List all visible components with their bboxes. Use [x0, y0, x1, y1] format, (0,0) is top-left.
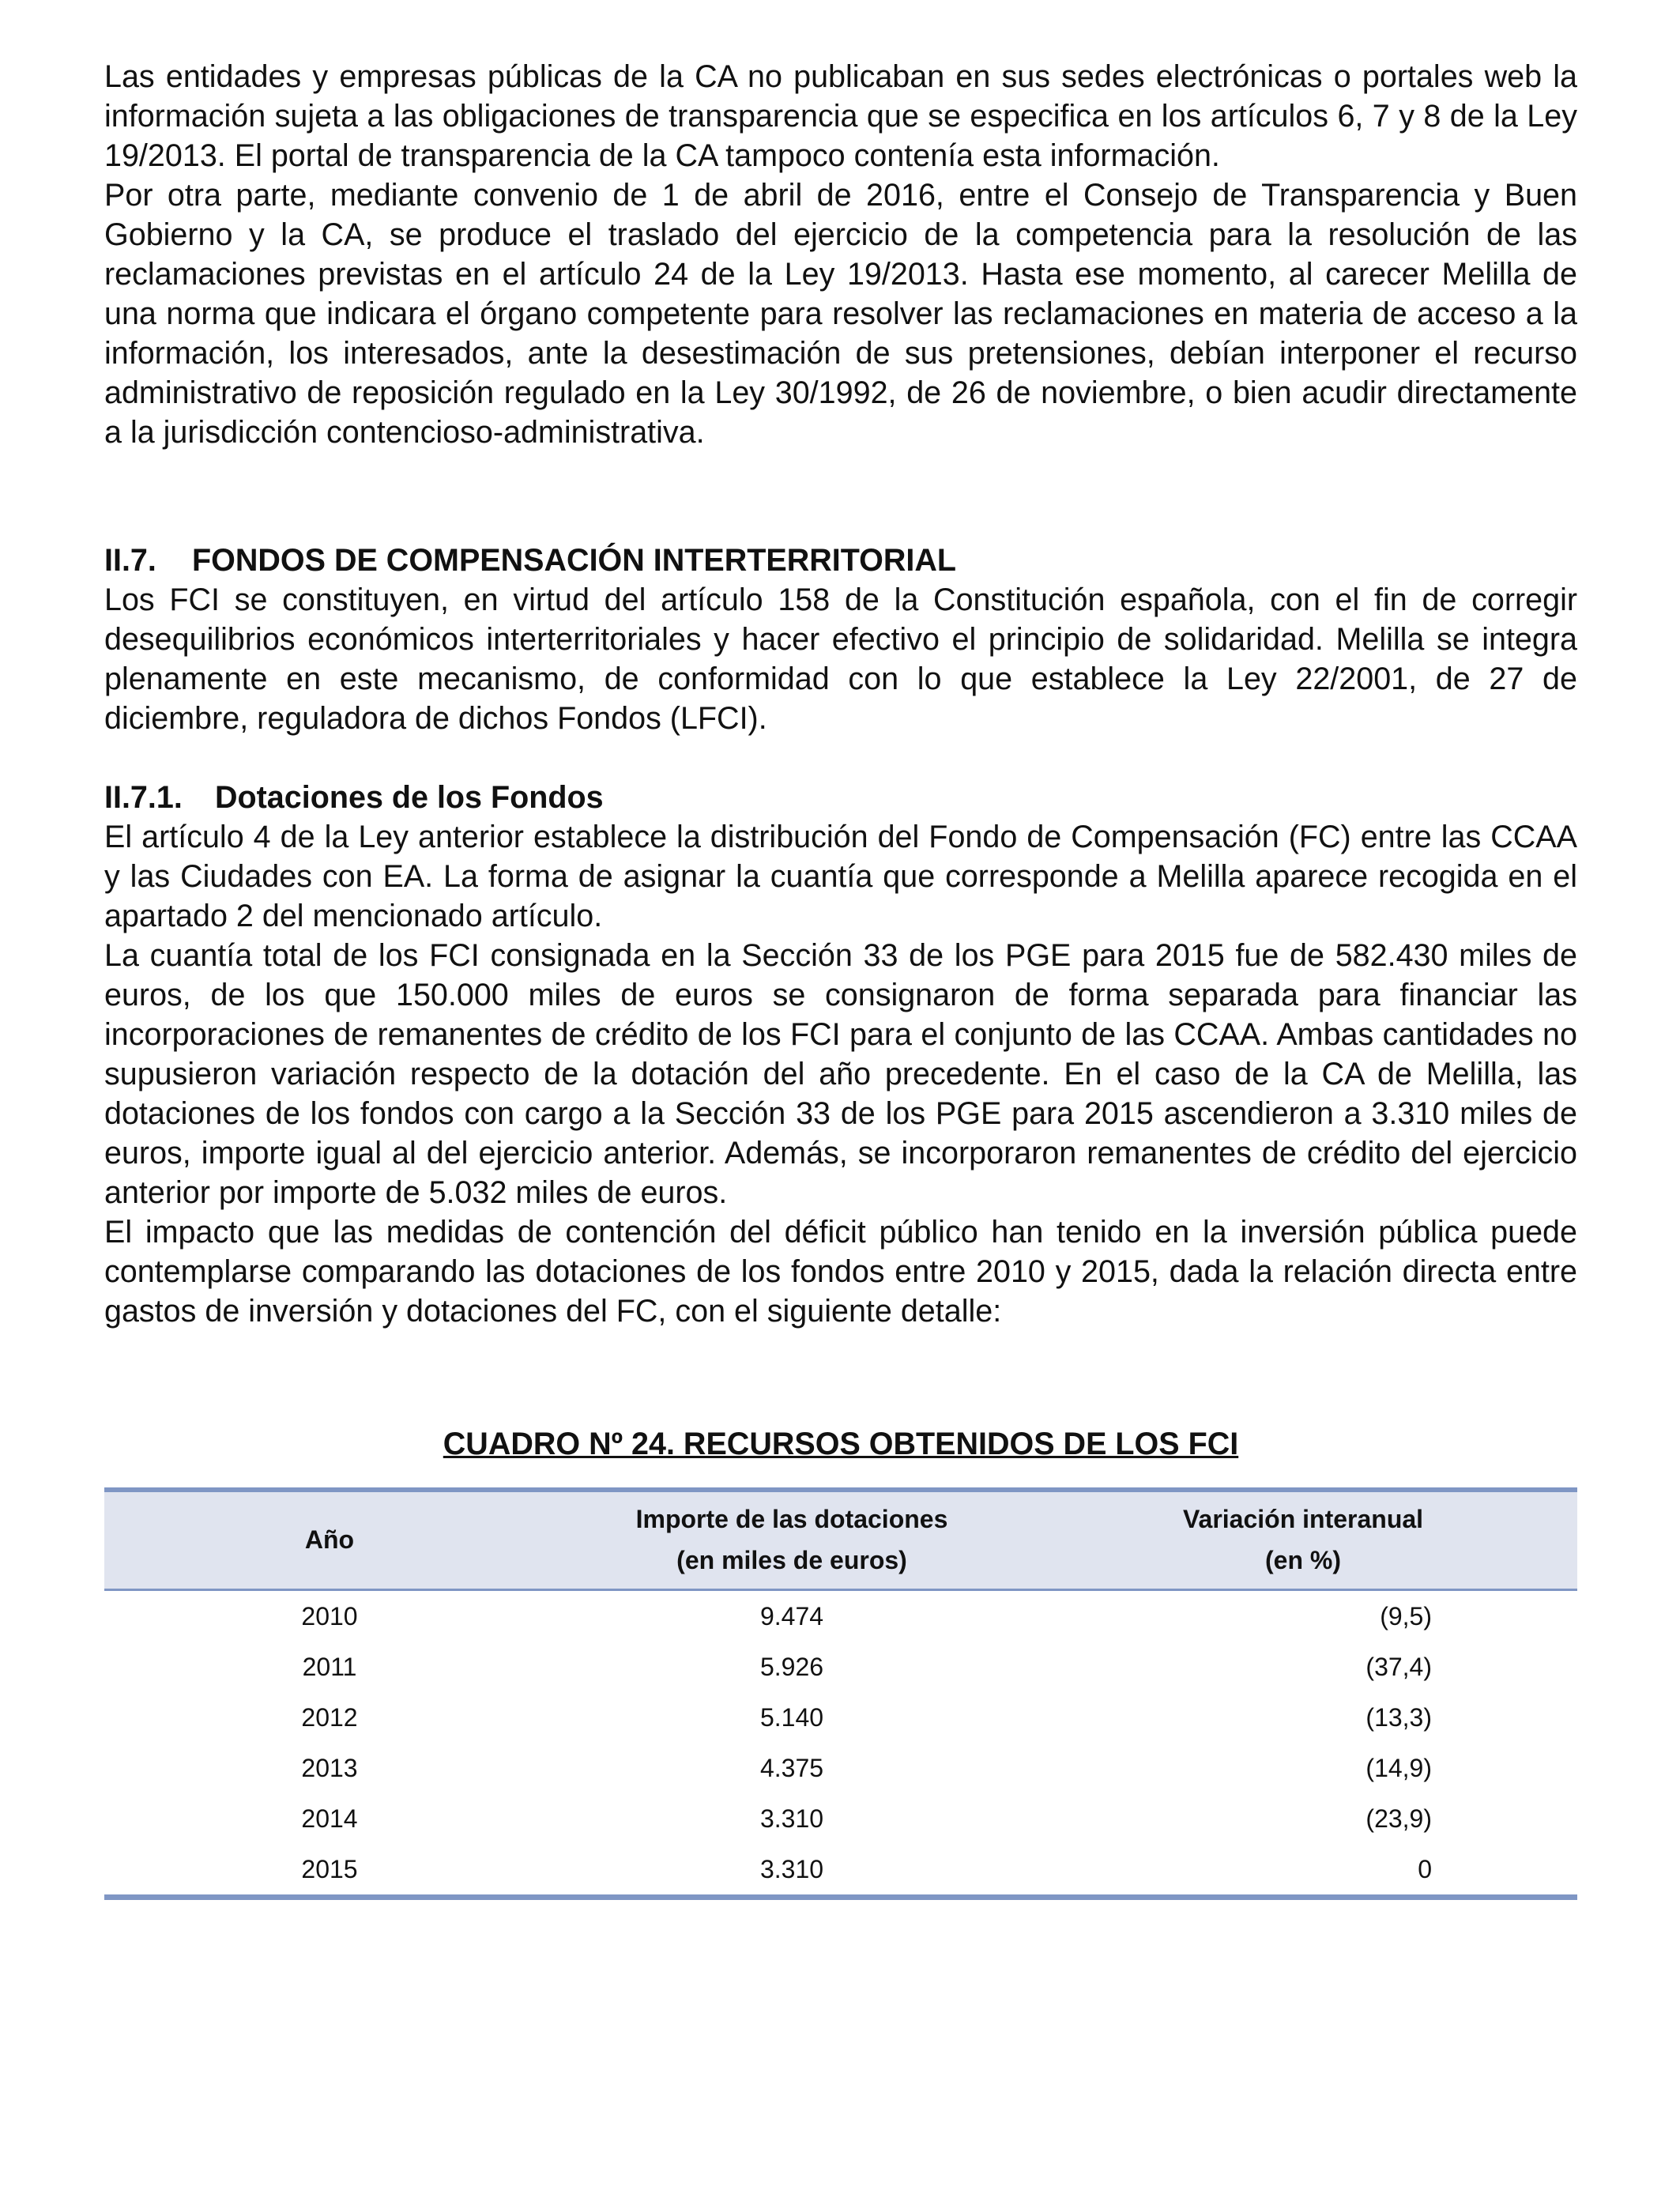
table-row [104, 1844, 1577, 1898]
cell-amount: 5.926 [759, 1653, 824, 1681]
section-title: FONDOS DE COMPENSACIÓN INTERTERRITORIAL [192, 543, 957, 578]
paragraph-fci-amounts: La cuantía total de los FCI consignada en la Sección 33 de los PGE para 2015 fue de 582.430 miles de euros, de los que 150.000 miles de euros se consignaron de forma separada para financiar las incorporaciones de remanentes de crédito de los FCI para el conjunto de las CCAA. Ambas cantidades no supusieron variación respecto de la dotación del año precedente. En el caso de la CA de Melilla, las dotaciones de los fondos con cargo a la Sección 33 de los PGE para 2015 ascendieron a 3.310 miles de euros, importe igual al del ejercicio anterior. Además, se incorporaron remanentes de crédito del ejercicio anterior por importe de 5.032 miles de euros. [104, 938, 1577, 1210]
table-header-row [104, 1490, 1577, 1590]
cell-amount: 5.140 [759, 1703, 824, 1732]
paragraph-fci-intro: Los FCI se constituyen, en virtud del artículo 158 de la Constitución española, con el fin de corregir desequilibrios económicos interterritoriales y hacer efectivo el principio de solidaridad. Melilla se integra plenamente en este mecanismo, de conformidad con lo que establece la Ley 22/2001, de 27 de diciembre, reguladora de dichos Fondos (LFCI). [104, 582, 1577, 736]
paragraph-transparency-agreement: Por otra parte, mediante convenio de 1 de abril de 2016, entre el Consejo de Transparencia y Buen Gobierno y la CA, se produce el traslado del ejercicio de la competencia para la resolución de las reclamaciones previstas en el artículo 24 de la Ley 19/2013. Hasta ese momento, al carecer Melilla de una norma que indicara el órgano competente para resolver las reclamaciones en materia de acceso a la información, los interesados, ante la desestimación de sus pretensiones, debían interponer el recurso administrativo de reposición regulado en la Ley 30/1992, de 26 de noviembre, o bien acudir directamente a la jurisdicción contencioso-administrativa. [104, 178, 1577, 450]
document-page [104, 57, 1577, 1900]
cell-variation: (13,3) [1365, 1703, 1432, 1732]
cell-variation: (9,5) [1380, 1602, 1432, 1630]
subsection-number: II.7.1. [104, 780, 183, 815]
paragraph-deficit-impact: El impacto que las medidas de contención del déficit público han tenido en la inversión pública puede contemplarse comparando las dotaciones de los fondos entre 2010 y 2015, dada la relación directa entre gastos de inversión y dotaciones del FC, con el siguiente detalle: [104, 1215, 1577, 1329]
table-row [104, 1590, 1577, 1642]
table-row [104, 1743, 1577, 1793]
cell-amount: 3.310 [759, 1804, 824, 1833]
cell-variation: 0 [1029, 1844, 1577, 1898]
table-row [104, 1642, 1577, 1692]
fci-resources-table [104, 1487, 1577, 1900]
cell-year: 2014 [301, 1804, 358, 1833]
cell-year: 2011 [302, 1653, 357, 1681]
paragraph-fc-distribution: El artículo 4 de la Ley anterior establece la distribución del Fondo de Compensación (FC) entre las CCAA y las Ciudades con EA. La forma de asignar la cuantía que corresponde a Melilla aparece recogida en el apartado 2 del mencionado artículo. [104, 820, 1577, 933]
cell-variation: (37,4) [1365, 1653, 1432, 1681]
header-amount: Importe de las dotaciones (en miles de euros) [555, 1490, 1029, 1590]
cell-variation: (14,9) [1365, 1754, 1432, 1782]
cell-year: 2015 [104, 1844, 555, 1898]
cell-amount: 9.474 [759, 1602, 824, 1630]
cell-year: 2012 [301, 1703, 358, 1732]
cell-variation: (23,9) [1365, 1804, 1432, 1833]
subsection-heading-dotaciones [104, 778, 1577, 817]
table-row [104, 1793, 1577, 1844]
cell-amount: 3.310 [555, 1844, 1029, 1898]
header-variation: Variación interanual (en %) [1029, 1490, 1577, 1590]
cell-year: 2013 [301, 1754, 358, 1782]
header-year: Año [104, 1490, 555, 1590]
paragraph-transparency-publication: Las entidades y empresas públicas de la CA no publicaban en sus sedes electrónicas o portales web la información sujeta a las obligaciones de transparencia que se especifica en los artículos 6, 7 y 8 de la Ley 19/2013. El portal de transparencia de la CA tampoco contenía esta información. [104, 59, 1577, 173]
cell-amount: 4.375 [759, 1754, 824, 1782]
cell-year: 2010 [301, 1602, 358, 1630]
subsection-title: Dotaciones de los Fondos [215, 780, 604, 815]
section-number: II.7. [104, 543, 156, 578]
table-row [104, 1692, 1577, 1743]
table-title: CUADRO Nº 24. RECURSOS OBTENIDOS DE LOS FCI [443, 1427, 1239, 1461]
section-heading-fci [104, 541, 1577, 580]
